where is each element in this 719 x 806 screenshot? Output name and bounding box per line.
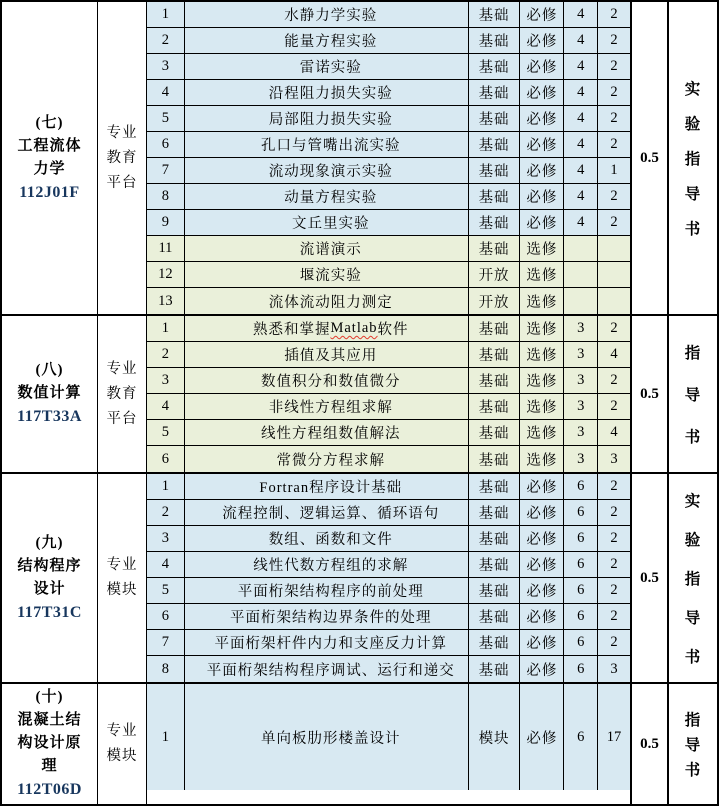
course-section bbox=[2, 2, 717, 316]
course-type: 基础 bbox=[469, 656, 521, 682]
experiment-rows bbox=[147, 684, 632, 804]
guide-char: 验 bbox=[684, 532, 702, 549]
platform-line: 模块 bbox=[106, 582, 138, 598]
guide-char: 导 bbox=[684, 610, 702, 627]
experiment-number: 3 bbox=[147, 368, 185, 393]
course-type: 基础 bbox=[469, 368, 521, 393]
course-type: 基础 bbox=[469, 604, 521, 629]
experiment-name: 文丘里实验 bbox=[185, 210, 469, 235]
experiment-name: 数组、函数和文件 bbox=[185, 526, 469, 551]
experiment-number: 11 bbox=[147, 236, 185, 261]
hours: 3 bbox=[564, 446, 598, 472]
requirement: 必修 bbox=[520, 132, 564, 157]
experiment-row bbox=[147, 552, 630, 578]
experiment-row bbox=[147, 80, 630, 106]
hours: 4 bbox=[564, 28, 598, 53]
guide-char: 导 bbox=[684, 737, 702, 754]
course-title-line: 构设计原 bbox=[17, 735, 82, 751]
course-title bbox=[17, 555, 81, 601]
experiment-name: 流谱演示 bbox=[185, 236, 469, 261]
experiment-name: 平面桁架结构边界条件的处理 bbox=[185, 604, 469, 629]
experiment-number: 8 bbox=[147, 656, 185, 682]
course-title bbox=[17, 135, 81, 181]
platform-line: 专业 bbox=[106, 124, 138, 141]
experiment-row bbox=[147, 474, 630, 500]
hours: 4 bbox=[564, 210, 598, 235]
hours bbox=[564, 236, 598, 261]
hours: 6 bbox=[564, 474, 598, 499]
experiment-row bbox=[147, 684, 630, 790]
experiment-row bbox=[147, 604, 630, 630]
requirement: 必修 bbox=[520, 630, 564, 655]
sessions bbox=[598, 236, 630, 261]
guide-char: 实 bbox=[684, 493, 702, 510]
course-type: 基础 bbox=[469, 2, 521, 27]
hours: 4 bbox=[564, 80, 598, 105]
requirement: 必修 bbox=[520, 474, 564, 499]
hours: 6 bbox=[564, 684, 598, 790]
course-type: 基础 bbox=[469, 394, 521, 419]
experiment-row bbox=[147, 54, 630, 80]
experiment-name: 局部阻力损失实验 bbox=[185, 106, 469, 131]
experiment-row bbox=[147, 132, 630, 158]
hours: 4 bbox=[564, 54, 598, 79]
experiment-name: 线性代数方程组的求解 bbox=[185, 552, 469, 577]
experiment-name: 线性方程组数值解法 bbox=[185, 420, 469, 445]
experiment-name: Fortran程序设计基础 bbox=[185, 474, 469, 499]
sessions: 2 bbox=[610, 582, 618, 598]
course-type: 模块 bbox=[469, 684, 521, 790]
course-title bbox=[17, 709, 81, 778]
sessions: 2 bbox=[610, 608, 618, 624]
course-type: 基础 bbox=[469, 28, 521, 53]
experiment-name: 单向板肋形楼盖设计 bbox=[185, 684, 469, 790]
experiment-rows bbox=[147, 2, 632, 314]
course-type: 基础 bbox=[469, 106, 521, 131]
guide-char: 指 bbox=[684, 151, 702, 168]
course-type: 开放 bbox=[469, 262, 521, 287]
credit-cell: 0.5 bbox=[632, 2, 669, 314]
experiment-name: 动量方程实验 bbox=[185, 184, 469, 209]
sessions: 2 bbox=[610, 530, 618, 546]
course-type: 基础 bbox=[469, 236, 521, 261]
experiment-name: 雷诺实验 bbox=[185, 54, 469, 79]
sessions: 2 bbox=[610, 320, 618, 336]
experiment-row bbox=[147, 342, 630, 368]
course-category-cell bbox=[2, 2, 98, 314]
sessions: 1 bbox=[610, 162, 618, 178]
experiment-number: 12 bbox=[147, 262, 185, 287]
sessions: 3 bbox=[610, 660, 618, 677]
sessions: 2 bbox=[610, 556, 618, 572]
course-code: 112T06D bbox=[17, 781, 82, 798]
experiment-name: 平面桁架结构程序的前处理 bbox=[185, 578, 469, 603]
platform-line: 教育 bbox=[106, 149, 138, 166]
hours: 6 bbox=[564, 578, 598, 603]
platform-line: 专业 bbox=[106, 360, 138, 377]
experiment-name: 熟悉和掌握 Matlab 软件 bbox=[185, 316, 469, 341]
course-title-line: 数值计算 bbox=[17, 385, 82, 401]
sessions: 2 bbox=[610, 478, 618, 494]
sessions: 2 bbox=[610, 398, 618, 414]
experiment-row bbox=[147, 2, 630, 28]
requirement: 选修 bbox=[520, 368, 564, 393]
course-title-line: 混凝土结 bbox=[17, 712, 82, 728]
experiment-number: 4 bbox=[147, 394, 185, 419]
sessions: 2 bbox=[610, 58, 618, 74]
experiment-number: 1 bbox=[147, 316, 185, 341]
experiment-number: 3 bbox=[147, 526, 185, 551]
section-number: (十) bbox=[35, 689, 64, 705]
hours: 3 bbox=[564, 420, 598, 445]
experiment-name: 沿程阻力损失实验 bbox=[185, 80, 469, 105]
course-title-line: 设计 bbox=[33, 580, 66, 597]
course-title-line: 工程流体 bbox=[17, 137, 82, 154]
experiment-number: 5 bbox=[147, 106, 185, 131]
experiment-name: 插值及其应用 bbox=[185, 342, 469, 367]
experiment-row bbox=[147, 656, 630, 682]
experiment-row bbox=[147, 526, 630, 552]
experiment-row bbox=[147, 446, 630, 472]
requirement: 必修 bbox=[520, 2, 564, 27]
sessions: 2 bbox=[610, 372, 618, 388]
experiment-number: 5 bbox=[147, 578, 185, 603]
hours bbox=[564, 262, 598, 287]
sessions: 2 bbox=[610, 6, 618, 22]
course-type: 基础 bbox=[469, 474, 521, 499]
experiment-number: 6 bbox=[147, 132, 185, 157]
sessions: 2 bbox=[610, 214, 618, 230]
experiment-name: 能量方程实验 bbox=[185, 28, 469, 53]
requirement: 必修 bbox=[520, 656, 564, 682]
experiment-number: 2 bbox=[147, 28, 185, 53]
experiment-number: 1 bbox=[147, 2, 185, 27]
platform-line: 平台 bbox=[106, 174, 138, 191]
course-section bbox=[2, 474, 717, 684]
sessions: 2 bbox=[610, 32, 618, 48]
experiment-row bbox=[147, 394, 630, 420]
section-number: (八) bbox=[35, 362, 64, 378]
platform-line: 专业 bbox=[106, 723, 138, 739]
experiment-number: 4 bbox=[147, 552, 185, 577]
sessions: 2 bbox=[610, 634, 618, 650]
course-type: 基础 bbox=[469, 526, 521, 551]
guide-char: 实 bbox=[684, 81, 702, 98]
course-code: 112J01F bbox=[19, 183, 80, 201]
experiment-number: 7 bbox=[147, 630, 185, 655]
hours: 4 bbox=[564, 132, 598, 157]
course-title-line: 结构程序 bbox=[17, 557, 82, 574]
hours: 6 bbox=[564, 604, 598, 629]
course-type: 基础 bbox=[469, 316, 521, 341]
hours: 4 bbox=[564, 158, 598, 183]
hours: 6 bbox=[564, 526, 598, 551]
experiment-row bbox=[147, 236, 630, 262]
experiment-row bbox=[147, 368, 630, 394]
requirement: 必修 bbox=[520, 80, 564, 105]
hours: 3 bbox=[564, 368, 598, 393]
platform-line: 平台 bbox=[106, 410, 138, 427]
experiment-number: 13 bbox=[147, 288, 185, 314]
guide-char: 书 bbox=[684, 429, 702, 446]
platform-cell bbox=[98, 2, 147, 314]
experiment-number: 4 bbox=[147, 80, 185, 105]
requirement: 选修 bbox=[520, 394, 564, 419]
course-title bbox=[17, 382, 81, 405]
requirement: 必修 bbox=[520, 184, 564, 209]
platform-cell bbox=[98, 316, 147, 472]
sessions: 2 bbox=[610, 504, 618, 520]
guidebook-cell bbox=[669, 316, 717, 472]
course-code: 117T33A bbox=[17, 408, 82, 425]
requirement: 必修 bbox=[520, 604, 564, 629]
hours: 4 bbox=[564, 106, 598, 131]
requirement: 必修 bbox=[520, 526, 564, 551]
guide-char: 书 bbox=[684, 649, 702, 666]
course-type: 开放 bbox=[469, 288, 521, 314]
guidebook-cell bbox=[669, 684, 717, 804]
course-category-cell bbox=[2, 316, 98, 472]
hours: 6 bbox=[564, 500, 598, 525]
experiment-row bbox=[147, 210, 630, 236]
platform-line: 模块 bbox=[106, 748, 138, 764]
guide-char: 书 bbox=[684, 221, 702, 238]
experiment-name: 非线性方程组求解 bbox=[185, 394, 469, 419]
experiment-row bbox=[147, 500, 630, 526]
requirement: 选修 bbox=[520, 446, 564, 472]
credit-cell: 0.5 bbox=[632, 684, 669, 804]
requirement: 必修 bbox=[520, 28, 564, 53]
experiment-name: 流体流动阻力测定 bbox=[185, 288, 469, 314]
experiment-row bbox=[147, 28, 630, 54]
experiment-name: 常微分方程求解 bbox=[185, 446, 469, 472]
experiment-number: 3 bbox=[147, 54, 185, 79]
sessions: 2 bbox=[610, 84, 618, 100]
course-type: 基础 bbox=[469, 342, 521, 367]
experiment-row bbox=[147, 262, 630, 288]
experiment-row bbox=[147, 158, 630, 184]
experiment-number: 8 bbox=[147, 184, 185, 209]
course-type: 基础 bbox=[469, 630, 521, 655]
platform-cell bbox=[98, 474, 147, 682]
requirement: 选修 bbox=[520, 236, 564, 261]
guide-char: 导 bbox=[684, 387, 702, 404]
guidebook-cell bbox=[669, 474, 717, 682]
course-type: 基础 bbox=[469, 132, 521, 157]
hours: 3 bbox=[564, 316, 598, 341]
hours: 6 bbox=[564, 630, 598, 655]
hours: 6 bbox=[564, 552, 598, 577]
sessions: 2 bbox=[610, 136, 618, 152]
requirement: 选修 bbox=[520, 316, 564, 341]
sessions: 2 bbox=[610, 110, 618, 126]
sessions: 17 bbox=[606, 728, 622, 745]
course-type: 基础 bbox=[469, 446, 521, 472]
sessions: 4 bbox=[610, 424, 618, 440]
requirement: 必修 bbox=[520, 54, 564, 79]
guide-char: 书 bbox=[684, 762, 702, 779]
experiment-number: 1 bbox=[147, 474, 185, 499]
course-title-line: 理 bbox=[41, 758, 58, 774]
sessions: 2 bbox=[610, 188, 618, 204]
platform-line: 专业 bbox=[106, 557, 138, 573]
experiment-name: 流动现象演示实验 bbox=[185, 158, 469, 183]
credit-cell: 0.5 bbox=[632, 474, 669, 682]
course-category-cell bbox=[2, 474, 98, 682]
platform-cell bbox=[98, 684, 147, 804]
experiment-number: 6 bbox=[147, 446, 185, 472]
experiment-number: 7 bbox=[147, 158, 185, 183]
requirement: 必修 bbox=[520, 500, 564, 525]
experiment-number: 6 bbox=[147, 604, 185, 629]
hours: 3 bbox=[564, 342, 598, 367]
experiment-name: 平面桁架杆件内力和支座反力计算 bbox=[185, 630, 469, 655]
section-number: (七) bbox=[35, 114, 64, 131]
hours: 3 bbox=[564, 394, 598, 419]
course-category-cell bbox=[2, 684, 98, 804]
hours: 6 bbox=[564, 656, 598, 682]
course-type: 基础 bbox=[469, 54, 521, 79]
requirement: 选修 bbox=[520, 420, 564, 445]
sessions bbox=[598, 262, 630, 287]
course-type: 基础 bbox=[469, 552, 521, 577]
requirement: 必修 bbox=[520, 578, 564, 603]
guide-char: 指 bbox=[684, 345, 702, 362]
requirement: 必修 bbox=[520, 106, 564, 131]
credit-cell: 0.5 bbox=[632, 316, 669, 472]
requirement: 选修 bbox=[520, 262, 564, 287]
course-type: 基础 bbox=[469, 578, 521, 603]
course-code: 117T31C bbox=[17, 603, 82, 621]
experiment-number: 2 bbox=[147, 500, 185, 525]
course-type: 基础 bbox=[469, 158, 521, 183]
requirement: 必修 bbox=[520, 210, 564, 235]
experiment-row bbox=[147, 420, 630, 446]
hours: 4 bbox=[564, 2, 598, 27]
experiment-name: 孔口与管嘴出流实验 bbox=[185, 132, 469, 157]
experiment-name: 平面桁架结构程序调试、运行和递交 bbox=[185, 656, 469, 682]
course-section bbox=[2, 316, 717, 474]
section-number: (九) bbox=[35, 534, 64, 551]
experiment-rows bbox=[147, 316, 632, 472]
requirement: 必修 bbox=[520, 552, 564, 577]
guide-char: 验 bbox=[684, 116, 702, 133]
course-type: 基础 bbox=[469, 184, 521, 209]
experiment-row bbox=[147, 578, 630, 604]
hours bbox=[564, 288, 598, 314]
experiment-number: 1 bbox=[147, 684, 185, 790]
guide-char: 指 bbox=[684, 571, 702, 588]
experiment-name: 流程控制、逻辑运算、循环语句 bbox=[185, 500, 469, 525]
experiment-row bbox=[147, 630, 630, 656]
experiment-name: 堰流实验 bbox=[185, 262, 469, 287]
guidebook-cell bbox=[669, 2, 717, 314]
spellcheck-underline: Matlab bbox=[330, 320, 378, 336]
course-section bbox=[2, 684, 717, 806]
experiment-row bbox=[147, 288, 630, 314]
experiment-number: 2 bbox=[147, 342, 185, 367]
requirement: 必修 bbox=[520, 158, 564, 183]
experiment-name: 数值积分和数值微分 bbox=[185, 368, 469, 393]
sessions bbox=[598, 288, 630, 314]
course-type: 基础 bbox=[469, 420, 521, 445]
experiment-number: 5 bbox=[147, 420, 185, 445]
experiment-rows bbox=[147, 474, 632, 682]
experiment-row bbox=[147, 184, 630, 210]
experiment-name: 水静力学实验 bbox=[185, 2, 469, 27]
experiment-row bbox=[147, 316, 630, 342]
requirement: 选修 bbox=[520, 288, 564, 314]
course-title-line: 力学 bbox=[33, 160, 66, 177]
guide-char: 导 bbox=[684, 186, 702, 203]
requirement: 选修 bbox=[520, 342, 564, 367]
course-type: 基础 bbox=[469, 210, 521, 235]
experiment-row bbox=[147, 106, 630, 132]
course-type: 基础 bbox=[469, 500, 521, 525]
platform-line: 教育 bbox=[106, 385, 138, 402]
sessions: 4 bbox=[610, 346, 618, 362]
hours: 4 bbox=[564, 184, 598, 209]
requirement: 必修 bbox=[520, 684, 564, 790]
course-type: 基础 bbox=[469, 80, 521, 105]
sessions: 3 bbox=[610, 450, 618, 467]
guide-char: 指 bbox=[684, 712, 702, 729]
experiment-number: 9 bbox=[147, 210, 185, 235]
